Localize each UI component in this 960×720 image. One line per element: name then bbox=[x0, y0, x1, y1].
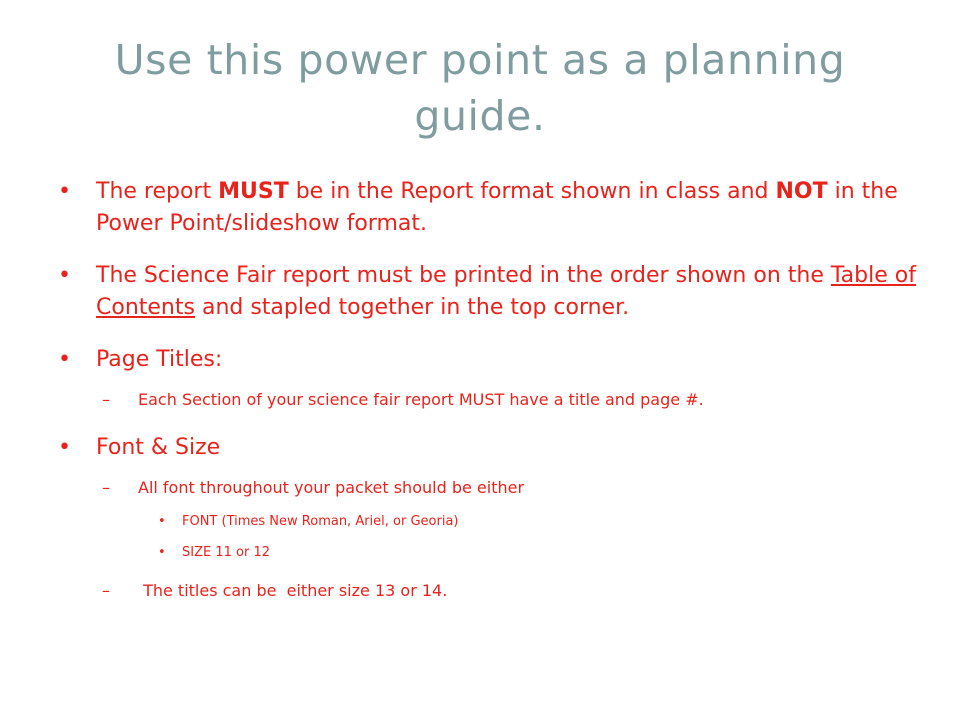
slide-content bbox=[58, 176, 918, 623]
bullet-text: The report bbox=[96, 179, 219, 204]
dash-marker: – bbox=[102, 390, 110, 409]
sub-sub-bullet-size bbox=[58, 543, 918, 563]
bullet-text: Page Titles: bbox=[96, 347, 223, 372]
emphasis-must: MUST bbox=[218, 179, 289, 204]
bullet-marker: • bbox=[158, 545, 166, 560]
bullet-text: and stapled together in the top corner. bbox=[194, 295, 630, 320]
bullet-marker: • bbox=[58, 347, 71, 372]
bullet-marker: • bbox=[58, 263, 71, 288]
bullet-text: Font & Size bbox=[96, 435, 221, 460]
bullet-text: in the Power Point/slideshow format. bbox=[96, 179, 898, 236]
bullet-page-titles bbox=[58, 344, 918, 376]
slide-title: Use this power point as a planning guide. bbox=[114, 36, 846, 140]
sub-bullet-titles-size bbox=[58, 579, 918, 603]
table-of-contents-text: Table of Contents bbox=[96, 263, 916, 320]
bullet-print-order bbox=[58, 260, 918, 324]
sub-sub-bullet-font bbox=[58, 512, 918, 532]
emphasis-not: NOT bbox=[775, 179, 828, 204]
sub-bullet-text: The titles can be either size 13 or 14. bbox=[138, 581, 448, 600]
bullet-text: The Science Fair report must be printed in the order shown on the bbox=[96, 263, 831, 288]
sub-bullet-text: All font throughout your packet should be either bbox=[138, 478, 525, 497]
bullet-text: be in the Report format shown in class and bbox=[288, 179, 776, 204]
sub-bullet-section-title bbox=[58, 388, 918, 412]
bullet-font-size bbox=[58, 432, 918, 464]
bullet-marker: • bbox=[58, 179, 71, 204]
dash-marker: – bbox=[102, 581, 110, 600]
bullet-report-format bbox=[58, 176, 918, 240]
sub-sub-bullet-text: FONT (Times New Roman, Ariel, or Georia) bbox=[182, 514, 459, 529]
sub-sub-bullet-text: SIZE 11 or 12 bbox=[182, 545, 270, 560]
sub-bullet-text: Each Section of your science fair report MUST have a title and page #. bbox=[138, 390, 704, 409]
sub-bullet-font-throughout bbox=[58, 476, 918, 500]
bullet-marker: • bbox=[58, 435, 71, 460]
dash-marker: – bbox=[102, 478, 110, 497]
bullet-marker: • bbox=[158, 514, 166, 529]
